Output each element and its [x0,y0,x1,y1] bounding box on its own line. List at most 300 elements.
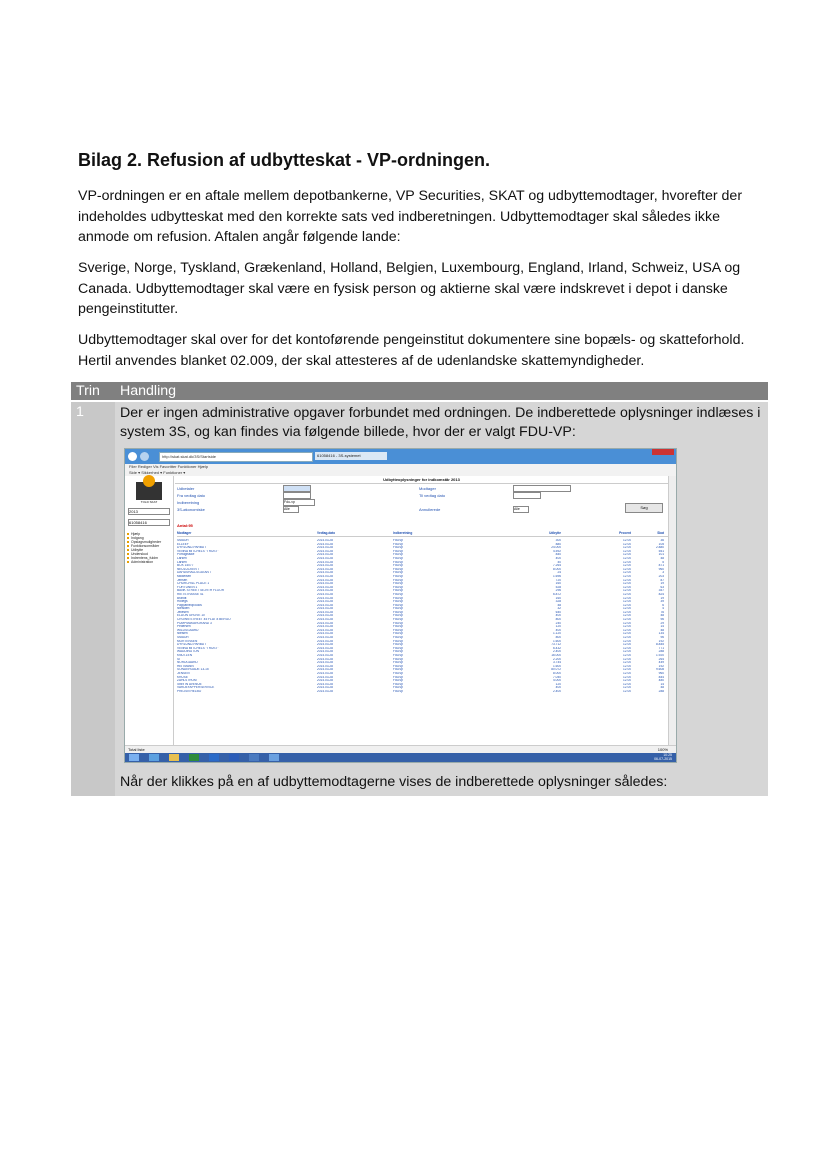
browser-toolbar: Side ▾ Sikkerhed ▾ Funktioner ▾ [125,470,676,476]
logo-text: TOLD SKAT [140,500,158,504]
table-cell: 12.00 [623,582,631,586]
table-cell: MORTENSEN [177,639,198,643]
back-icon [128,452,137,461]
page-title: Bilag 2. Refusion af udbytteskat - VP-ordningen. [78,150,491,170]
table-cell: Fdu-vp [393,661,403,665]
table-cell: Fdu-vp [393,646,403,650]
table-cell: 2014.03.28 [317,675,333,679]
table-cell: 40 [557,560,561,564]
table-cell: 12.00 [623,632,631,636]
table-cell: Fdu-vp [393,675,403,679]
table-cell: 357 [658,589,664,593]
table-cell: Fdu-vp [393,668,403,672]
table-cell: 12.00 [623,661,631,665]
table-cell: 9.608 [656,668,664,672]
table-cell: 4.000 [553,679,561,683]
table-cell: 2014.03.28 [317,603,333,607]
annullerede-select: Alle [513,506,529,513]
table-cell: Jellesen [177,610,189,614]
indberetning-select: Fdu-vp [283,499,315,506]
year-select: 2013 [128,508,170,515]
table-cell: ZAHLSTRÖM [177,679,197,683]
table-cell: Fdu-vp [393,560,403,564]
label-udbetaler: Udbetaler [177,486,195,491]
table-cell: Larsen [177,560,187,564]
table-cell: HEITMANN [177,664,194,668]
table-cell: Fdu-vp [393,600,403,604]
start-icon [129,754,139,761]
table-cell: 288 [658,650,664,654]
table-cell: Fdu-vp [393,682,403,686]
table-cell: 2.200 [553,657,561,661]
table-cell: Fdu-vp [393,636,403,640]
table-cell: 12.00 [623,643,631,647]
side-menu-item: Underskud [125,552,173,556]
step-text: Der er ingen administrative opgaver forbundet med ordningen. De indberettede oplysninger indlæses i system 3S, og kan findes via følgende billede, hvor der er valgt FDU-VP: [120,405,761,440]
table-cell: 12.00 [623,646,631,650]
step-number: 1 [71,401,115,796]
table-cell: 400 [555,686,561,690]
table-cell: 2.880 [656,546,664,550]
table-cell: ELLEEF [177,542,189,546]
skat-logo [136,482,162,500]
content-area [175,476,668,746]
table-cell: 2014.03.28 [317,571,333,575]
table-cell: 2014.03.28 [317,679,333,683]
table-cell: 7.040 [553,675,561,679]
table-cell: RIETSTRASSE 41 [177,592,204,596]
table-cell: 101 [658,553,664,557]
header-handling: Handling [115,382,768,401]
table-cell: 771 [658,646,664,650]
table-cell: Fdu-vp [393,582,403,586]
label-indberetning: Indberetning [177,500,200,505]
label-fra-vedtag: Fra vedtag dato [177,493,206,498]
table-cell: 76 [660,610,664,614]
address-bar: http://skat.skat.dk/3S/Startside [159,452,313,462]
table-cell: 12.00 [623,542,631,546]
table-cell: 960 [658,671,664,675]
table-cell: Fdu-vp [393,621,403,625]
table-cell: 2014.03.28 [317,661,333,665]
table-cell: 12.00 [623,585,631,589]
table-cell: JENSEN [177,671,190,675]
side-menu [125,532,173,564]
table-cell: 2014.03.28 [317,654,333,657]
table-cell: 12.00 [623,596,631,600]
table-cell: 48 [660,614,664,618]
table-cell: 4.592 [553,549,561,553]
table-cell: 1.920 [656,654,664,657]
table-cell: Fdu-vp [393,632,403,636]
table-cell: 24.000 [551,546,561,550]
side-menu-item: Opslagsmuligheder [125,540,173,544]
table-cell: 480 [658,679,664,683]
table-cell: 12.00 [623,668,631,672]
table-cell: 29 [660,621,664,625]
table-cell: 844 [658,675,664,679]
table-cell: 2014.03.28 [317,614,333,618]
browser-tab: 61058416 - 3S-systemet [315,452,387,460]
table-cell: 2014.03.28 [317,582,333,586]
step-row [71,401,768,796]
table-cell: 19 [660,582,664,586]
table-cell: VARDEFAPPERSERVICE [177,686,215,690]
table-cell: 2014.03.28 [317,618,333,622]
table-cell: 2014.03.28 [317,632,333,636]
table-cell: Fdu-vp [393,546,403,550]
udbetaler-input [283,485,311,492]
table-cell: 2014.03.28 [317,556,333,560]
table-cell: 12.00 [623,567,631,571]
table-cell: 160 [555,596,561,600]
table-cell: Hollegs [177,600,188,604]
table-cell: Fdu-vp [393,679,403,683]
table-cell: DYRLUND-PARBDT [177,546,207,550]
table-cell: 12.00 [623,546,631,550]
table-cell: 48 [660,686,664,690]
close-icon [652,449,674,455]
table-cell: Fdu-vp [393,571,403,575]
table-cell: 400 [555,614,561,618]
table-cell: FORTUNEN 1 [177,585,198,589]
table-cell: SMAOR [177,539,189,542]
lync-icon [269,754,279,761]
search-button: Søg [625,503,663,513]
table-cell: 12.00 [623,553,631,557]
col-skat: Skat [657,531,664,535]
table-cell: 16.000 [551,654,561,657]
table-cell: 2.400 [553,689,561,693]
table-cell: 105 [658,542,664,546]
results-grid [177,530,668,694]
table-cell: NORDGAARD [177,661,198,665]
table-cell: 12.00 [623,671,631,675]
col-modtager: Modtager [177,531,192,535]
label-annullerede: Annullerede [419,507,441,512]
3s-select: Alle [283,506,299,513]
side-menu-item: Indrentens_fuldm [125,556,173,560]
table-cell: 1.600 [553,664,561,668]
table-cell: 12.00 [623,628,631,632]
table-cell: 24 [557,571,561,575]
table-cell: Fdu-vp [393,567,403,571]
table-cell: 2014.03.28 [317,567,333,571]
table-cell: 4949 IN AVENUE [177,682,202,686]
table-cell: Fdu-vp [393,585,403,589]
excel-icon [189,754,199,761]
table-cell: KRUSE [177,675,188,679]
table-cell: 12.00 [623,600,631,604]
table-cell: 203 [658,574,664,578]
table-cell: 3.744 [553,661,561,665]
table-cell: 2014.03.28 [317,564,333,568]
table-cell: 2014.03.28 [317,668,333,672]
label-modtager: Modtager [419,486,436,491]
table-cell: WILDSGAARD [177,628,199,632]
table-cell: 48 [660,628,664,632]
table-cell: CROWN STREET 45 FLAT 8 BERGO [177,618,231,622]
intro-paragraph: VP-ordningen er en aftale mellem depotbankerne, VP Securities, SKAT og udbyttemodtager, hvorefter der indeholdes udbytteskat med den korrekte sats ved indberetningen. Udbyttemodtager skal således ikke anmode om refusion. Aftalen angår følgende lande: [78,188,743,245]
table-cell: 39 [660,600,664,604]
table-cell: 7.264 [553,564,561,568]
table-cell: 2014.03.28 [317,596,333,600]
table-cell: 96 [660,636,664,640]
table-cell: 12.00 [623,589,631,593]
table-cell: 960 [658,567,664,571]
table-cell: Fdu-vp [393,564,403,568]
table-cell: 2014.03.28 [317,585,333,589]
table-cell: PUMPMAKARGRÄND 3 [177,621,212,625]
sidebar [125,476,174,746]
table-cell: 400 [555,628,561,632]
table-cell: 300 [555,539,561,542]
table-cell: 14 [660,625,664,629]
table-cell: 12.00 [623,675,631,679]
table-cell: Fdu-vp [393,553,403,557]
embedded-screenshot [124,448,677,763]
table-cell: 12.00 [623,650,631,654]
table-cell: PREJSN HELBO [177,689,202,693]
table-cell: 824 [658,592,664,596]
table-cell: 8.000 [553,567,561,571]
table-cell: Fdu-vp [393,589,403,593]
taskbar-clock [654,754,672,761]
table-cell: 2014.03.28 [317,600,333,604]
clock-time: 10:25 [663,753,672,757]
table-cell: WADDINGTON [177,650,199,654]
table-cell: 2014.03.28 [317,578,333,582]
browser-titlebar [125,449,676,464]
table-cell: 840 [555,553,561,557]
modtager-input [513,485,571,492]
table-cell: 134 [658,632,664,636]
table-cell: 12.00 [623,689,631,693]
side-menu-item: Hjælp [125,532,173,536]
table-cell: 2014.03.28 [317,574,333,578]
table-cell: 80.072 [551,668,561,672]
table-cell: 551 [658,549,664,553]
table-cell: NEULUCKEN 7 [177,567,200,571]
table-cell: 2014.03.28 [317,589,333,593]
table-cell: Fdu-vp [393,539,403,542]
table-cell: 160 [555,582,561,586]
table-cell: 12.00 [623,564,631,568]
table-cell: 800 [555,618,561,622]
table-cell: 120 [555,625,561,629]
table-cell: Fdu-vp [393,689,403,693]
col-procent: Procent [619,531,631,535]
table-cell: 2014.03.28 [317,689,333,693]
documentation-paragraph: Udbyttemodtager skal over for det kontoførende pengeinstitut dokumentere sine bopæls- og skatteforhold. Hertil anvendes blanket 02.009, der skal attesteres af de udenlandske skattemyndigheder. [78,332,745,369]
table-cell: 2014.03.28 [317,636,333,640]
col-vedtag: Vedtag.dato [317,531,336,535]
table-cell: 73.712 [551,643,561,647]
table-cell: Portugisiske [177,553,195,557]
table-cell: DYRLUND-PARBDT [177,643,207,647]
content-title: Udbytteoplysninger for indkomstår 2013 [175,476,668,484]
folder-icon [169,754,179,761]
table-cell: 32 [557,607,561,611]
table-cell: Fdu-vp [393,574,403,578]
table-cell: Pedersen [177,625,191,629]
table-cell: 288 [658,689,664,693]
browser-statusbar [125,745,676,753]
label-3s: 3S-økonomiske [177,507,205,512]
table-cell: 240 [555,621,561,625]
step-content [115,401,768,796]
table-cell: 2014.03.28 [317,671,333,675]
table-cell: 14 [660,682,664,686]
table-cell: Fdu-vp [393,664,403,668]
table-cell: 6.872 [553,592,561,596]
table-cell: 8.845 [656,643,664,647]
table-cell: 449 [658,661,664,665]
table-cell: 12.00 [623,679,631,683]
table-cell: Fdu-vp [393,639,403,643]
table-cell: Fdu-vp [393,603,403,607]
table-cell: 48 [557,603,561,607]
outlook-icon [209,754,219,761]
table-cell: 880 [555,542,561,546]
table-cell: 2014.03.28 [317,643,333,647]
table-cell: VENNA MITCHELS "TRUST" [177,646,219,650]
step-followup-text: Når der klikkes på en af udbyttemodtagerne vises de indberettede oplysninger således: [120,774,668,790]
table-cell: 264 [658,657,664,661]
app-icon [249,754,259,761]
table-cell: Fdu-vp [393,625,403,629]
table-cell: 2014.03.28 [317,546,333,550]
table-cell: 192 [658,639,664,643]
vertical-scrollbar [668,476,676,746]
table-cell: 2.400 [553,650,561,654]
table-cell: 192 [658,664,664,668]
table-cell: BOX 14077 [177,564,194,568]
header-trin: Trin [71,382,115,401]
table-cell: 2014.03.28 [317,664,333,668]
result-count: Antal:95 [177,523,193,528]
table-cell: 296 [555,589,561,593]
steps-table [71,382,768,796]
table-cell: 12.00 [623,686,631,690]
til-vedtag-input [513,492,541,499]
table-cell: 2014.03.28 [317,592,333,596]
table-cell: 12.00 [623,610,631,614]
table-row [177,690,668,694]
table-cell: 6 [662,603,664,607]
table-cell: 12.00 [623,639,631,643]
word-icon [229,754,239,761]
table-cell: Fdu-vp [393,556,403,560]
table-cell: Larsen [177,556,187,560]
table-cell: Fdu-vp [393,607,403,611]
cpr-field: 61058416 [128,519,170,526]
table-cell: Fdu-vp [393,657,403,661]
table-cell: 120 [555,682,561,686]
table-cell: 12.00 [623,592,631,596]
forward-icon [140,452,149,461]
table-cell: Fdu-vp [393,610,403,614]
table-cell: 12.00 [623,657,631,661]
table-cell: 3 [662,571,664,575]
table-cell: 800 [555,636,561,640]
table-cell: 12.00 [623,614,631,618]
windows-taskbar [125,753,676,762]
table-cell: 12.00 [623,664,631,668]
table-cell: 400 [555,556,561,560]
col-udbytte: Udbytte [549,531,561,535]
table-cell: 2014.03.28 [317,650,333,654]
table-cell: 871 [658,564,664,568]
table-cell: 36 [660,539,664,542]
table-cell: 12.00 [623,682,631,686]
label-til-vedtag: Til vedtag dato [419,493,446,498]
table-cell: 2014.03.28 [317,639,333,643]
table-cell: ELDON GROVE 10 [177,614,205,618]
table-cell: 12.00 [623,574,631,578]
table-cell: Pappatheopoulos [177,603,202,607]
table-cell: Fdu-vp [393,654,403,657]
table-cell: CHURCHILL PLACE 1 [177,582,210,586]
steps-header-row [71,382,768,401]
table-cell: Fdu-vp [393,650,403,654]
table-cell: 2014.03.28 [317,560,333,564]
table-cell: Mikkelsen [177,574,192,578]
table-cell: 4 [662,607,664,611]
table-cell: 12.00 [623,603,631,607]
table-cell: 63 [660,585,664,589]
table-cell: 96 [660,618,664,622]
table-cell: 19 [660,596,664,600]
table-cell: 2014.03.28 [317,628,333,632]
side-menu-item: Funktionsområder [125,544,173,548]
table-cell: Fdu-vp [393,578,403,582]
table-cell: SONDERGADE 13-15 [177,668,209,672]
table-cell: 12.00 [623,636,631,640]
table-cell: Fdu-vp [393,618,403,622]
browser-menubar: Filer Rediger Vis Favoritter Funktioner Hjælp [125,464,676,470]
table-cell: Fdu-vp [393,549,403,553]
table-cell: 328 [555,600,561,604]
fra-vedtag-input [283,492,311,499]
table-cell: SI [177,657,181,661]
table-cell: 2014.03.28 [317,539,333,542]
table-cell: Brandt [177,596,187,600]
side-menu-item: Administration [125,560,173,564]
table-cell: 87 [660,578,664,582]
table-cell: 12.00 [623,654,631,657]
ie-icon [149,754,159,761]
col-indberetning: Indberetning [393,531,413,535]
table-cell: 2014.03.28 [317,646,333,650]
table-cell: 12.00 [623,607,631,611]
table-cell: 1.600 [553,639,561,643]
table-cell: 2014.03.28 [317,542,333,546]
status-text: Total liste [128,747,145,752]
table-cell: 2014.03.28 [317,610,333,614]
table-cell: Fdu-vp [393,628,403,632]
side-menu-item: Udbytte [125,548,173,552]
table-cell: 12.00 [623,625,631,629]
table-cell: Fdu-vp [393,686,403,690]
table-cell: 12.00 [623,571,631,575]
table-cell: Jensen [177,578,188,582]
table-cell: KNUTZEN [177,654,193,657]
table-cell: 12.00 [623,556,631,560]
table-cell: Fdu-vp [393,542,403,546]
table-cell: 720 [555,578,561,582]
table-cell: Fdu-vp [393,671,403,675]
